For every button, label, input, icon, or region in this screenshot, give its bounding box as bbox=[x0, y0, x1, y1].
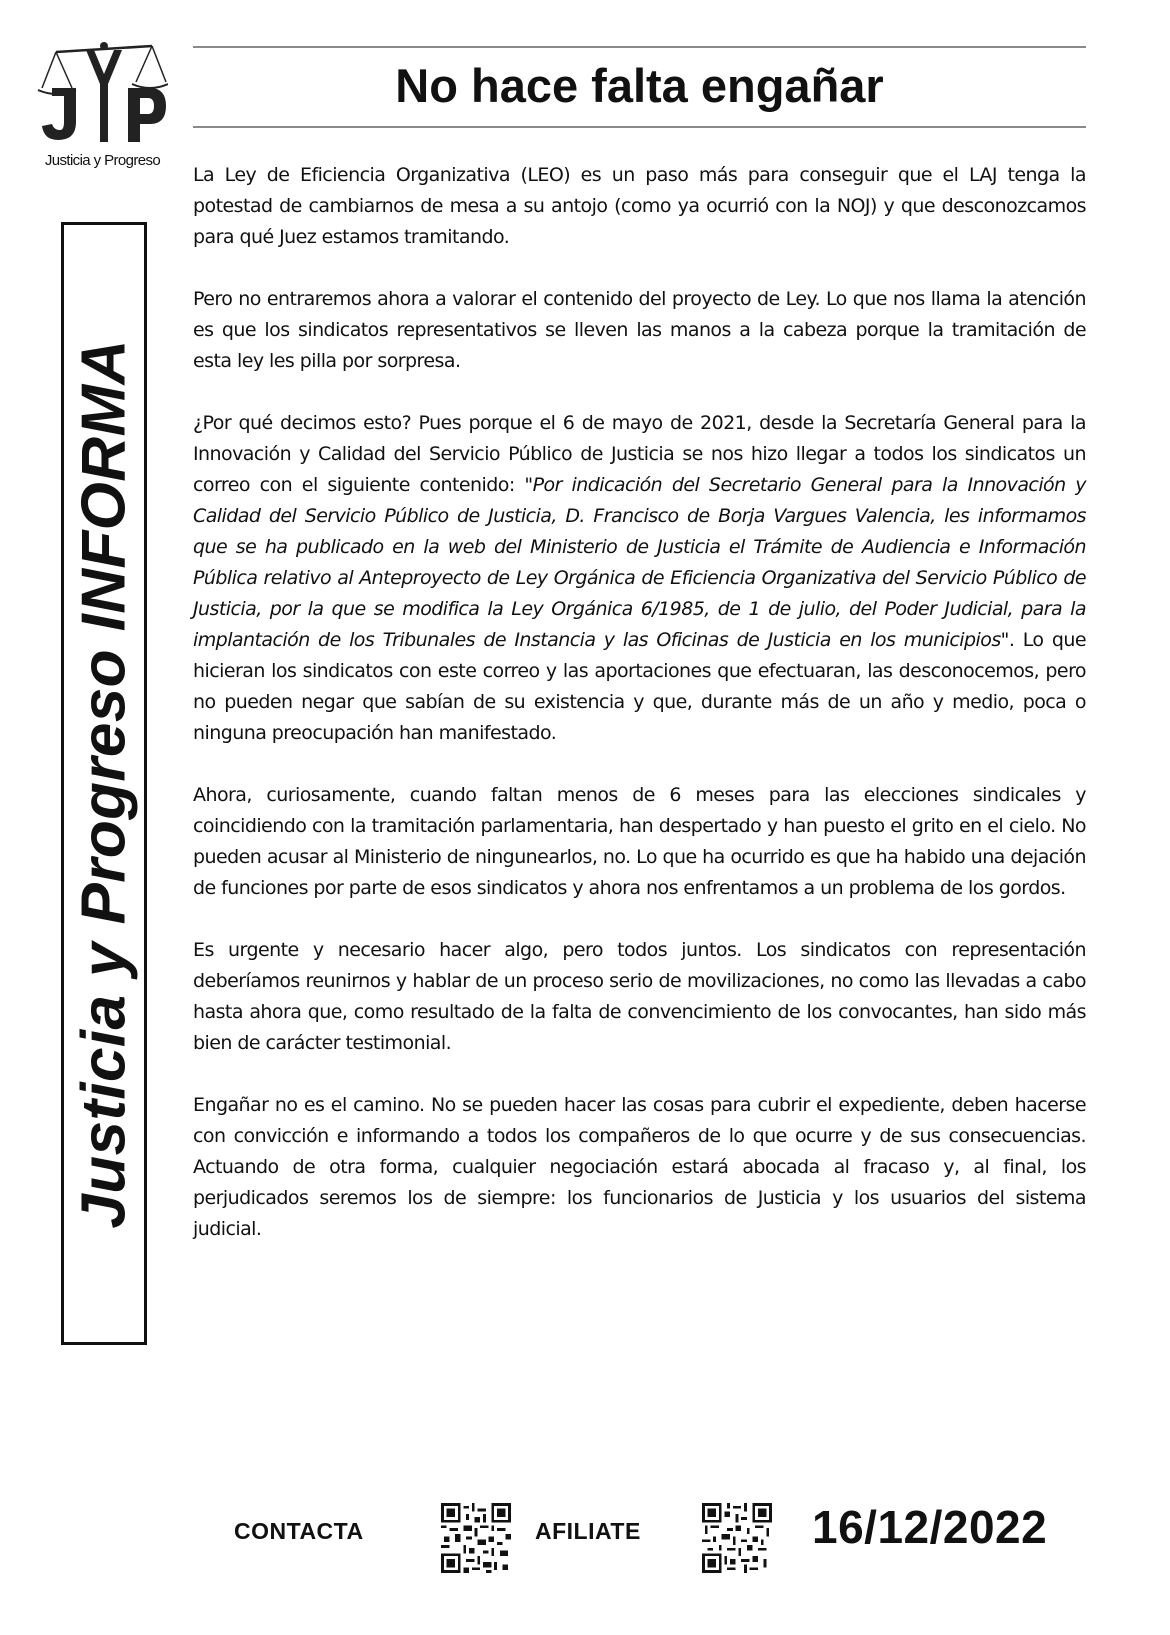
logo-caption: Justicia y Progreso bbox=[44, 152, 161, 169]
paragraph-2: Pero no entraremos ahora a valorar el contenido del proyecto de Ley. Lo que nos llama la atención es que los sindicatos representativos se lleven las manos a la cabeza porque la tramitación de esta ley les pilla por sorpresa. bbox=[193, 288, 1086, 372]
paragraph-3 bbox=[193, 408, 1086, 749]
paragraph-1: La Ley de Eficiencia Organizativa (LEO) es un paso más para conseguir que el LAJ tenga la potestad de cambiarnos de mesa a su antojo (como ya ocurrió con la NOJ) y que desconozcamos para qué Juez estamos tramitando. bbox=[193, 164, 1086, 248]
quoted-email: Por indicación del Secretario General para la Innovación y Calidad del Servicio Público de Justicia, D. Francisco de Borja Vargues Valencia, les informamos que se ha publicado en la web del Ministerio de Justicia el Trámite de Audiencia e Información Pública relativo al Anteproyecto de Ley Orgánica de Eficiencia Organizativa del Servicio Público de Justicia, por la que se modifica la Ley Orgánica 6/1985, de 1 de julio, del Poder Judicial, para la implantación de los Tribunales de Instancia y las Oficinas de Justicia en los municipios bbox=[193, 474, 1086, 651]
publication-date: 16/12/2022 bbox=[812, 1501, 1048, 1553]
contact-label: CONTACTA bbox=[234, 1518, 364, 1544]
article-body bbox=[193, 160, 1086, 1276]
scales-of-justice-icon bbox=[36, 40, 168, 150]
title-top-rule bbox=[193, 46, 1086, 48]
paragraph-5: Es urgente y necesario hacer algo, pero todos juntos. Los sindicatos con representación deberíamos reunirnos y hablar de un proceso serio de movilizaciones, no como las llevadas a cabo hasta ahora que, como resultado de la falta de convencimiento de los convocantes, han sido más bien de carácter testimonial. bbox=[193, 939, 1086, 1054]
qr-code-icon[interactable] bbox=[702, 1503, 772, 1573]
qr-code-icon[interactable] bbox=[441, 1503, 511, 1573]
side-banner-text: Justicia y Progreso INFORMA bbox=[69, 338, 139, 1229]
paragraph-4: Ahora, curiosamente, cuando faltan menos de 6 meses para las elecciones sindicales y coincidiendo con la tramitación parlamentaria, han despertado y han puesto el grito en el cielo. No pueden acusar al Ministerio de ningunearlos, no. Lo que ha ocurrido es que ha habido una dejación de funciones por parte de esos sindicatos y ahora nos enfrentamos a un problema de los gordos. bbox=[193, 784, 1086, 899]
affiliate-label: AFILIATE bbox=[535, 1518, 641, 1544]
organization-logo bbox=[30, 40, 175, 185]
paragraph-3-outro: ". Lo que hicieran los sindicatos con este correo y las aportaciones que efectuaran, las desconocemos, pero no pueden negar que sabían de su existencia y que, durante más de un año y medio, poca o ninguna preocupación han manifestado. bbox=[193, 629, 1086, 744]
paragraph-3-intro: ¿Por qué decimos esto? Pues porque el 6 de mayo de 2021, desde la Secretaría General para la Innovación y Calidad del Servicio Público de Justicia se nos hizo llegar a todos los sindicatos un correo con el siguiente contenido: " bbox=[193, 412, 1086, 496]
page-title: No hace falta engañar bbox=[395, 59, 884, 112]
title-bottom-rule bbox=[193, 126, 1086, 128]
side-banner bbox=[61, 222, 147, 1345]
paragraph-6: Engañar no es el camino. No se pueden hacer las cosas para cubrir el expediente, deben hacerse con convicción e informando a todos los compañeros de lo que ocurre y de sus consecuencias. Actuando de otra forma, cualquier negociación estará abocada al fracaso y, al final, los perjudicados seremos los de siempre: los funcionarios de Justicia y los usuarios del sistema judicial. bbox=[193, 1094, 1086, 1240]
